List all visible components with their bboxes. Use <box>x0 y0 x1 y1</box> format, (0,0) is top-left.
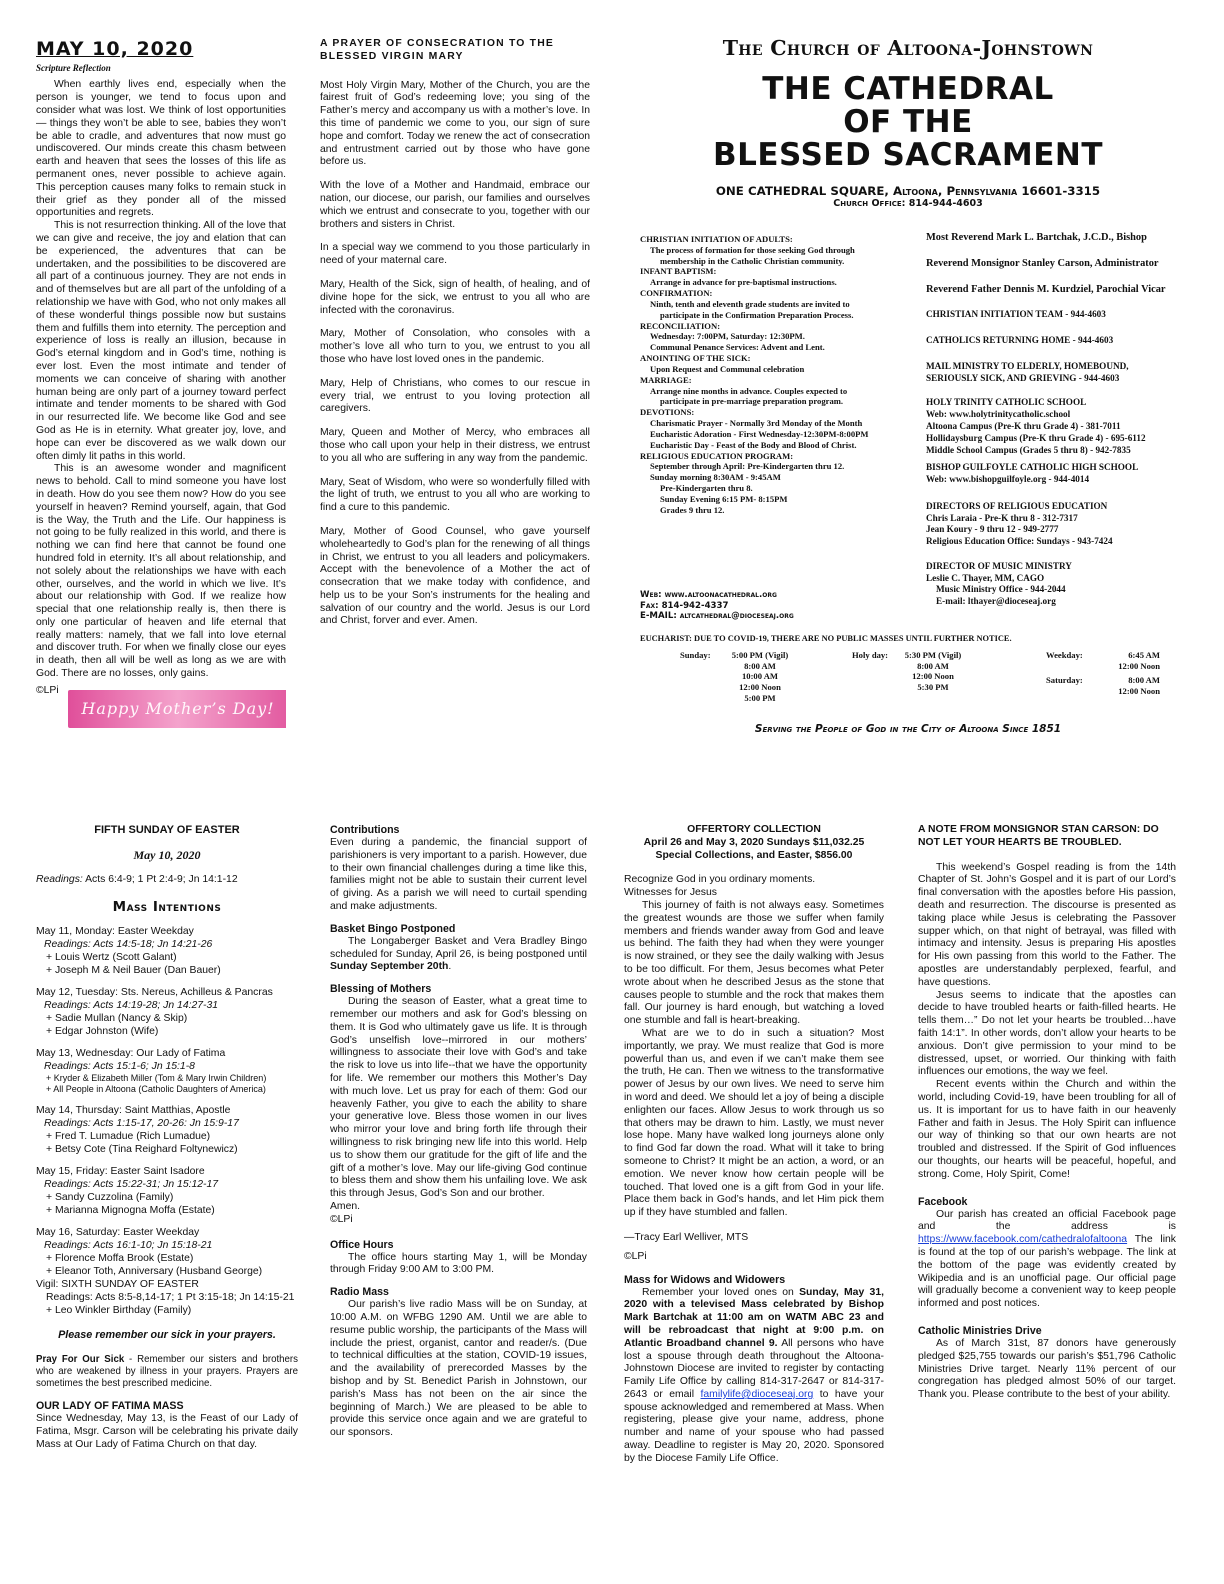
prayer-paragraph: Mary, Health of the Sick, sign of health, of healing, and of divine hope for the sick, we entrust to you all who are infected with the coronavirus. <box>320 278 590 316</box>
reflection-paragraph: This is not resurrection thinking. All of the love that we can give and receive, the joy and elation that can be experienced, the adventures that can be undertaken, and the possibilities to be discovered are all part of a continuous journey. They are not ends in and of themselves but are all part of the unfolding of a relationship we have with God, who not only makes all of these wonderful things possible now but sustains them and fulfills them into eternity. The perception and experience of loss is really an illusion, because in God’s eternal kingdom and in God’s time, nothing is ever lost. Even the most intimate and tender of moments we can conceive of sharing with another human being are only part of a journey toward perfect intimate and tender moments to be shared with God in our resurrected life. We become like God and see God as He is in eternity. What greater joy, love, and hope can ever be discovered as we walk down our often dimly lit paths in this world. <box>36 220 286 462</box>
music-line: E-mail: lthayer@dioceseaj.org <box>936 596 1056 607</box>
service-detail: Communal Penance Services: Advent and Lent. <box>650 342 825 353</box>
sunday-date: May 10, 2020 <box>133 847 201 862</box>
website-link[interactable]: Web: www.altoonacathedral.org <box>640 590 777 600</box>
church-office-phone: Church Office: 814-944-4603 <box>833 198 983 210</box>
service-detail: September through April: Pre-Kindergarten thru 12. <box>650 461 845 472</box>
contributions-text: Even during a pandemic, the financial support of parishioners is very important to a parish. However, due to their own financial challenges during a time like this, families might not be able to sustain their current level of giving. As a parish we will need to curtail spending and make adjustments. <box>330 837 587 912</box>
masthead <box>622 36 1194 216</box>
service-heading: CONFIRMATION: <box>640 288 713 299</box>
fax-number: Fax: 814-942-4337 <box>640 600 729 611</box>
service-heading: RELIGIOUS EDUCATION PROGRAM: <box>640 450 794 461</box>
school-line: Middle School Campus (Grades 5 thru 8) - 942-7835 <box>926 444 1131 455</box>
intention-day: May 16, Saturday: Easter Weekday <box>36 1227 200 1239</box>
widows-intro: Remember your loved ones on <box>642 1286 800 1298</box>
intention-name: + Edgar Johnston (Wife) <box>46 1025 159 1037</box>
bulletin-date: MAY 10, 2020 <box>36 38 194 60</box>
intention-name: + Florence Moffa Brook (Estate) <box>46 1253 194 1265</box>
mass-time: 10:00 AM <box>741 671 779 682</box>
cathedral-title-line1: THE CATHEDRAL <box>762 71 1054 108</box>
intention-name: + Marianna Mignogna Moffa (Estate) <box>46 1205 215 1217</box>
bingo-text: The Longaberger Basket and Vera Bradley Bingo scheduled for Sunday, April 26, is being postponed until Sunday September 20th. <box>330 935 587 973</box>
service-heading: CHRISTIAN INITIATION OF ADULTS: <box>640 234 793 244</box>
recognize-line: Recognize God in you ordinary moments. <box>624 874 816 886</box>
mail-ministry <box>926 361 1192 385</box>
vigil-readings: Readings: Acts 8:5-8,14-17; 1 Pt 3:15-18; Jn 14:15-21 <box>46 1292 295 1304</box>
copyright-lpi: ©LPi <box>36 684 59 696</box>
offertory-special: Special Collections, and Easter, $856.00 <box>655 849 853 861</box>
intention-readings: Readings: Acts 14:19-28; Jn 14:27-31 <box>44 999 219 1011</box>
radio-mass-text: Our parish’s live radio Mass will be on Sunday, at 10:00 A.M. on WFBG 1290 AM. Until we are able to resume public worship, the participants of the Mass will include the priest, organist, cantor and reader/s. (Due to technical difficulties at the station, COVID-19 issues, and the availability of prerecorded Masses by the bishop and by St. Benedict Parish in Johnstown, our parish’s Mass has not been on the air since the beginning of March.) We are pleased to be able to provide this service once again and we are grateful to our sponsors. <box>330 1299 587 1439</box>
intention-name: + Leo Winkler Birthday (Family) <box>46 1305 192 1317</box>
widows-body: All persons who have lost a spouse through death throughout the Altoona-Johnstown Diocese are invited to register by contacting Family Life Office by calling 814-317-2647 or 814-317-2643 or email <box>624 1337 884 1400</box>
music-line: Music Ministry Office - 944-2044 <box>936 584 1066 595</box>
office-hours-heading: Office Hours <box>330 1238 394 1251</box>
saturday-label: Saturday: <box>1046 675 1083 685</box>
prayer-column <box>320 38 590 748</box>
contributions-heading: Contributions <box>330 824 400 836</box>
mass-time: 12:00 Noon <box>1118 660 1160 671</box>
offertory-sundays: April 26 and May 3, 2020 Sundays $11,032.25 <box>643 836 865 848</box>
holy-trinity-school <box>926 397 1192 456</box>
school-line: Altoona Campus (Pre-K thru Grade 4) - 381-7011 <box>926 420 1121 431</box>
service-detail: Eucharistic Day - Feast of the Body and Blood of Christ. <box>650 439 857 450</box>
intention-name: + Louis Wertz (Scott Galant) <box>46 951 177 963</box>
music-line: Leslie C. Thayer, MM, CAGO <box>926 572 1045 583</box>
weekday-times <box>1090 650 1160 671</box>
office-hours-text: The office hours starting May 1, will be Monday through Friday 9:00 AM to 3:00 PM. <box>330 1251 587 1276</box>
service-heading: INFANT BAPTISM: <box>640 266 717 277</box>
intention-readings: Readings: Acts 15:1-6; Jn 15:1-8 <box>44 1060 195 1072</box>
intention-readings: Readings: Acts 1:15-17, 20-26: Jn 15:9-17 <box>44 1118 239 1130</box>
note-paragraph: This weekend’s Gospel reading is from the 14th Chapter of St. John’s Gospel and it is part of our Lord’s final conversation with the apostles before His passion, death and resurrection. The discourse is presented as taking place while Jesus is celebrating the Passover supper which, on that night of betrayal, was filled with intimacy and intensity. Jesus is preparing His apostles for His own passing from this world to the Father. The apostles are understandably perplexed, fearful, and have questions. <box>918 861 1176 988</box>
school-line: Web: www.bishopguilfoyle.org - 944-4014 <box>926 474 1090 485</box>
clergy-bishop: Most Reverend Mark L. Bartchak, J.C.D., Bishop <box>926 232 1147 243</box>
intention-name: + Sadie Mullan (Nancy & Skip) <box>46 1012 188 1024</box>
remember-sick: Please remember our sick in your prayers. <box>58 1329 276 1342</box>
school-line: BISHOP GUILFOYLE CATHOLIC HIGH SCHOOL <box>926 462 1139 473</box>
service-detail: Charismatic Prayer - Normally 3rd Monday of the Month <box>650 418 863 429</box>
facebook-link[interactable]: https://www.facebook.com/cathedralofaltoona <box>918 1234 1128 1246</box>
intention-day-block <box>36 1226 298 1317</box>
holyday-label: Holy day: <box>852 650 889 660</box>
copyright-lpi: ©LPi <box>330 1213 353 1225</box>
religious-education-directors <box>926 501 1192 548</box>
mass-time: 5:00 PM <box>744 692 776 703</box>
mass-time: 12:00 Noon <box>912 671 954 682</box>
prayer-title: A PRAYER OF CONSECRATION TO THE BLESSED VIRGIN MARY <box>320 38 555 62</box>
dre-line: Chris Laraia - Pre-K thru 8 - 312-7317 <box>926 512 1078 523</box>
bishop-guilfoyle-school <box>926 462 1192 486</box>
mass-time: 8:00 AM <box>1128 675 1160 685</box>
ministries-drive-text: As of March 31st, 87 donors have generously pledged $25,755 towards our parish’s $51,796 Catholic Ministries Drive target. Nearly 11% percent of our congregation has pledged almost 50% of our target. Thank you. Please contribute to the best of your ability. <box>918 1337 1176 1401</box>
prayer-paragraph: Most Holy Virgin Mary, Mother of the Church, you are the fairest fruit of God’s redeeming love; you sing of the Father’s mercy and accompany us with a mother’s love. In this time of pandemic we come to you, our sign of sure hope and comfort. Today we renew the act of consecration and entrustment carried out by those who have gone before us. <box>320 79 590 168</box>
service-detail: Wednesday: 7:00PM, Saturday: 12:30PM. <box>650 331 805 342</box>
pray-text: - Remember our sisters and brothers who are weakened by illness in your prayers. Prayers are sometimes the best prescribed medicine. <box>36 1354 298 1390</box>
fatima-heading: OUR LADY OF FATIMA MASS <box>36 1400 184 1413</box>
family-life-email-link[interactable]: familylife@dioceseaj.org <box>700 1388 814 1400</box>
fatima-text: Since Wednesday, May 13, is the Feast of our Lady of Fatima, Msgr. Carson will be celebrating his private daily Mass at Our Lady of Fatima Church on that day. <box>36 1413 298 1450</box>
prayer-paragraph: With the love of a Mother and Handmaid, embrace our nation, our diocese, our parish, our families and ourselves which we entrust and consecrate to you, together with our brothers and sisters in Christ. <box>320 180 590 230</box>
clergy-administrator: Reverend Monsignor Stanley Carson, Administrator <box>926 257 1159 269</box>
intention-name: + Fred T. Lumadue (Rich Lumadue) <box>46 1131 211 1143</box>
intention-day: May 11, Monday: Easter Weekday <box>36 925 194 937</box>
note-paragraph: Recent events within the Church and within the world, including Covid-19, have been troubling for all of us. It is important for us to have faith in our heavenly Father and faith in Jesus. The Holy Spirit can influence our way of thinking so that our own hearts are not troubled and distressed. If the Spirit of God influences our thoughts, our hearts will be peaceful, hopeful, and strong. Come, Holy Spirit, Come! <box>918 1079 1176 1180</box>
holyday-times <box>893 650 973 693</box>
intention-readings: Readings: Acts 16:1-10; Jn 15:18-21 <box>44 1240 213 1252</box>
facebook-body: The link is found at the top of our parish’s webpage. The link at the bottom of the page was evidently created by Wikipedia and is an unofficial page. Our official page will gradually become a convenient way to keep people informed and post notices. <box>918 1234 1176 1310</box>
mail-ministry-line1: MAIL MINISTRY TO ELDERLY, HOMEBOUND, <box>926 360 1129 371</box>
parish-slogan: Serving the People of God in the City of Altoona Since 1851 <box>754 723 1062 735</box>
note-paragraph: Jesus seems to indicate that the apostles can decide to have troubled hearts or faith-filled hearts. He tells them…” Do not let your hearts be troubled…have faith 14:1”. In other words, don’t allow your hearts to be anxious. Don’t give permission to your mind to be distressed, upset, or worried. Our thinking with faith influences our emotions, the way we feel. <box>918 989 1176 1078</box>
prayer-paragraph: In a special way we commend to you those particularly in need of your maternal care. <box>320 242 590 267</box>
note-heading: A NOTE FROM MONSIGNOR STAN CARSON: DO NOT LET YOUR HEARTS BE TROUBLED. <box>918 824 1159 848</box>
cathedral-title-line3: BLESSED SACRAMENT <box>712 136 1104 173</box>
service-detail: Sunday Evening 6:15 PM- 8:15PM <box>660 493 788 504</box>
service-detail: Upon Request and Communal celebration <box>650 363 805 374</box>
facebook-intro: Our parish has created an official Facebook page and the address is <box>918 1208 1176 1233</box>
readings-text: Acts 6:4-9; 1 Pt 2:4-9; Jn 14:1-12 <box>85 874 238 886</box>
sunday-readings <box>36 874 298 887</box>
service-detail: Ninth, tenth and eleventh grade students are invited to <box>650 298 850 309</box>
author-line: —Tracy Earl Welliver, MTS <box>624 1231 749 1243</box>
pray-for-sick <box>36 1354 298 1390</box>
intentions-list <box>36 925 298 1318</box>
blessing-heading: Blessing of Mothers <box>330 983 432 996</box>
witness-paragraph: What are we to do in such a situation? Most importantly, we pray. We must realize that God is more powerful than us, and even if we can’t make them see the truth, He can. Then we witness to the transformative power of Jesus by our own lives. We need to serve him in word and deed. We should let a joy of being a disciple enlighten our faces. Allow Jesus to work through us so that others may be drawn to him. Lastly, we must never lose hope. Many have walked long journeys alone only to find God far down the road. What will it take to bring someone to Christ? It might be an action, a word, or an emotion. We never know how certain people will be touched. That loved one is a gift from God in your life. Place them back in God’s hands, and let Him pick them up if they have stumbled and fallen. <box>624 1027 884 1219</box>
copyright-lpi: ©LPi <box>624 1250 647 1262</box>
music-ministry <box>926 561 1192 608</box>
intention-day-block <box>36 925 298 977</box>
clergy-parochial-vicar: Reverend Father Dennis M. Kurdziel, Parochial Vicar <box>926 283 1166 295</box>
mothers-day-banner: Happy Mother’s Day! <box>68 690 286 728</box>
intention-name: + All People in Altoona (Catholic Daughters of America) <box>46 1083 266 1094</box>
mass-time: 12:00 Noon <box>1118 685 1160 696</box>
widows-mass-heading: Mass for Widows and Widowers <box>624 1273 786 1286</box>
church-name: The Church of Altoona-Johnstown <box>722 36 1094 60</box>
intention-name: + Kryder & Elizabeth Miller (Tom & Mary Irwin Children) <box>46 1072 267 1083</box>
christian-initiation-team: CHRISTIAN INITIATION TEAM - 944-4603 <box>926 309 1106 320</box>
service-detail: Eucharistic Adoration - First Wednesday-12:30PM-8:00PM <box>650 428 869 439</box>
bingo-text-main: The Longaberger Basket and Vera Bradley Bingo scheduled for Sunday, April 26, is being postponed until <box>330 935 587 960</box>
church-address: ONE CATHEDRAL SQUARE, Altoona, Pennsylvania 16601-3315 <box>715 183 1101 198</box>
witnesses-line: Witnesses for Jesus <box>624 887 717 899</box>
radio-mass-heading: Radio Mass <box>330 1286 389 1299</box>
weekday-label: Weekday: <box>1046 650 1083 660</box>
service-detail: The process of formation for those seeking God through <box>650 244 855 255</box>
monsignor-note-column <box>918 824 1176 1564</box>
intention-day-block <box>36 1165 298 1217</box>
blessing-text: During the season of Easter, what a great time to remember our mothers and ask for God’s blessing on them. It is God who ultimately gave us life. It is through God’s unselfish love--mirrored in our mothers’ willingness to associate their love with God’s and take the risk to love us into life--that we have the opportunity for life. We remember our mothers this Mother’s Day with much love. Let us pray for each of them: God our heavenly Father, you give to each the ability to share your generative love. Bless those women in our lives who mirror your love and bring forth life through their willingness to risk bringing new life into this world. Help us to show them our gratitude for the gift of life and the gift of a mother’s love. May our life-giving God continue to bless them and show them his unfailing love. We ask this through Jesus, God’s Son and our brother. <box>330 996 587 1200</box>
reflection-paragraph: When earthly lives end, especially when the person is younger, we tend to focus upon and consider what was lost. We think of lost opportunities — things they won’t be able to see, babies they won’t be able to cradle, and adventures that now must go undiscovered. Our minds create this chasm between earth and heaven that sees the losses of this life as permanent ones, never possible to achieve again. This perception causes many folks to remain stuck in their grief as they ponder all of the missed opportunities and regrets. <box>36 79 286 219</box>
prayer-paragraph: Mary, Mother of Consolation, who consoles with a mother’s love all who turn to you, we entrust to you all those who have lost loved ones in the pandemic. <box>320 328 590 365</box>
widows-broadcast: Sunday, May 31, 2020 with a televised Mass celebrated by Bishop Mark Bartchak at 11:00 am on WATM ABC 23 and will be rebroadcast that night at 9:00 p.m. on Atlantic Broadband channel 9. <box>624 1286 884 1349</box>
vigil-line: Vigil: SIXTH SUNDAY OF EASTER <box>36 1279 199 1291</box>
facebook-text <box>918 1209 1176 1311</box>
intention-day: May 12, Tuesday: Sts. Nereus, Achilleus & Pancras <box>36 986 273 998</box>
mass-time: 5:30 PM (Vigil) <box>904 650 962 660</box>
intention-name: + Sandy Cuzzolina (Family) <box>46 1192 174 1204</box>
service-detail: participate in the Confirmation Preparation Process. <box>660 309 854 320</box>
mass-time: 12:00 Noon <box>739 682 781 693</box>
offertory-heading: OFFERTORY COLLECTION <box>687 824 821 835</box>
school-line: Web: www.holytrinitycatholic.school <box>926 409 1071 420</box>
intention-readings: Readings: Acts 15:22-31; Jn 15:12-17 <box>44 1179 219 1191</box>
service-heading: RECONCILIATION: <box>640 320 721 331</box>
intention-name: + Betsy Cote (Tina Reighard Foltynewicz) <box>46 1144 238 1156</box>
intention-readings: Readings: Acts 14:5-18; Jn 14:21-26 <box>44 938 213 950</box>
service-detail: membership in the Catholic Christian community. <box>660 255 845 266</box>
intention-day: May 14, Thursday: Saint Matthias, Apostle <box>36 1105 231 1117</box>
dre-line: Jean Koury - 9 thru 12 - 949-2777 <box>926 524 1059 535</box>
service-detail: Pre-Kindergarten thru 8. <box>660 483 753 494</box>
intention-day-block <box>36 1047 298 1096</box>
service-heading: ANOINTING OF THE SICK: <box>640 353 751 364</box>
mass-time: 5:30 PM <box>917 682 949 693</box>
pray-label: Pray For Our Sick <box>36 1354 125 1366</box>
service-heading: DEVOTIONS: <box>640 407 695 418</box>
staff-directory <box>926 232 1192 632</box>
mass-time: 5:00 PM (Vigil) <box>731 650 789 660</box>
prayer-paragraph: Mary, Seat of Wisdom, who were so wonderfully filled with the light of truth, we entrust to you all who are working to find a cure to this pandemic. <box>320 476 590 514</box>
prayer-paragraph: Mary, Queen and Mother of Mercy, who embraces all those who call upon your help in their distress, we entrust to you all who are suffering in any way from the pandemic. <box>320 427 590 464</box>
sunday-label: Sunday: <box>680 650 711 660</box>
cathedral-title-line2: OF THE <box>843 104 973 141</box>
school-line: Hollidaysburg Campus (Pre-K thru Grade 4) - 695-6112 <box>926 432 1146 443</box>
service-detail: Arrange in advance for pre-baptismal instructions. <box>650 277 837 288</box>
service-detail: Arrange nine months in advance. Couples expected to <box>650 385 848 396</box>
intention-day: May 15, Friday: Easter Saint Isadore <box>36 1166 205 1178</box>
scripture-reflection-subtitle: Scripture Reflection <box>36 63 111 74</box>
bingo-date: Sunday September 20th <box>330 961 449 973</box>
intention-day-block <box>36 986 298 1038</box>
service-detail: Grades 9 thru 12. <box>660 504 725 515</box>
email-link[interactable]: E-MAIL: altcathedral@dioceseaj.org <box>640 611 794 622</box>
music-line: DIRECTOR OF MUSIC MINISTRY <box>926 560 1072 571</box>
intention-day: May 13, Wednesday: Our Lady of Fatima <box>36 1047 226 1059</box>
witness-paragraph: This journey of faith is not always easy. Sometimes the greatest wounds are those we suffer when family members and friends wander away from God and leave us behind. The faith they had when they were younger is now strained, or they see the daily walking with Jesus to be too difficult. For them, Jesus becomes what Peter wrote about when he described Jesus as the stone that causes people to stumble and the rock that makes them fall. Our journey is hard enough, but watching a loved one stumble and fall is heart-breaking. <box>624 899 884 1027</box>
intention-day-block <box>36 1104 298 1156</box>
reflection-paragraph: This is an awesome wonder and magnificent news to behold. Call to mind someone you have lost in death. How do you see them now? How do you see yourself in heaven? Remind yourself, again, that God is the Way, the Truth and the Life. Our happiness is not going to be fully realized in this world, and there is nothing we can find here that cannot be found one hundred fold in eternity. It’s all about relationship, and not solely about the relationships we have with each other, ourselves, and the world in which we live. It’s about our relationship with God. If we realize how special that one relationship really is, then there is only one particular of heaven and life eternal that really matters: namely, that we fall into love eternal and discover truth. For when we finally close our eyes in death, then all will be well as long as we are with God. There are no losses, only gains. <box>36 463 286 680</box>
dre-line: Religious Education Office: Sundays - 943-7424 <box>926 536 1113 547</box>
mass-time: 8:00 AM <box>744 660 776 671</box>
dre-line: DIRECTORS OF RELIGIOUS EDUCATION <box>926 500 1108 511</box>
blessing-amen: Amen. <box>330 1200 361 1212</box>
parish-news-column <box>330 824 587 1564</box>
widows-mass-text <box>624 1287 884 1466</box>
service-heading: MARRIAGE: <box>640 374 692 385</box>
facebook-heading: Facebook <box>918 1195 968 1208</box>
mass-time: 6:45 AM <box>1128 650 1160 660</box>
mass-intentions-heading: Mass Intentions <box>112 899 222 916</box>
catholics-returning-home: CATHOLICS RETURNING HOME - 944-4603 <box>926 335 1114 346</box>
saturday-times <box>1090 675 1160 696</box>
mass-time: 8:00 AM <box>917 660 949 671</box>
bingo-heading: Basket Bingo Postponed <box>330 922 456 935</box>
eucharist-notice: EUCHARIST: DUE TO COVID-19, THERE ARE NO PUBLIC MASSES UNTIL FURTHER NOTICE. <box>640 634 1012 643</box>
intention-name: + Joseph M & Neil Bauer (Dan Bauer) <box>46 964 221 976</box>
scripture-reflection-column <box>36 38 286 753</box>
ministries-drive-heading: Catholic Ministries Drive <box>918 1324 1042 1337</box>
widows-closing: to have your spouse acknowledged and remembered at Mass. When registering, please give your name, address, phone number and name of your spouse who had passed away. Deadline to register is May 20, 2020. Sponsored by the Diocese Family Life Office. <box>624 1388 884 1464</box>
service-detail: Sunday morning 8:30AM - 9:45AM <box>650 472 781 483</box>
sunday-title: FIFTH SUNDAY OF EASTER <box>94 824 240 836</box>
contact-links <box>640 590 920 630</box>
prayer-paragraph: Mary, Mother of Good Counsel, who gave yourself wholeheartedly to God’s plan for the renewing of all things in Christ, we entrust to you all leaders and policymakers. Accept with the benevolence of a Mother the act of consecration that we make today with confidence, and help us to be your Son’s instruments for the healing and salvation of our country and the world. Jesus is our Lord and Christ, forver and ever. Amen. <box>320 525 590 627</box>
school-line: HOLY TRINITY CATHOLIC SCHOOL <box>926 397 1087 408</box>
sacraments-list <box>640 234 920 579</box>
offertory-column <box>624 824 884 1564</box>
intention-name: + Eleanor Toth, Anniversary (Husband George) <box>46 1266 263 1278</box>
mail-ministry-line2: SERIOUSLY SICK, AND GRIEVING - 944-4603 <box>926 372 1120 383</box>
sunday-times <box>720 650 800 704</box>
readings-label: Readings: <box>36 874 83 886</box>
prayer-paragraph: Mary, Help of Christians, who comes to our rescue in every trial, we entrust to you loving protection all caregivers. <box>320 377 590 415</box>
mass-intentions-column <box>36 824 298 1564</box>
service-detail: participate in pre-marriage preparation program. <box>660 396 844 407</box>
